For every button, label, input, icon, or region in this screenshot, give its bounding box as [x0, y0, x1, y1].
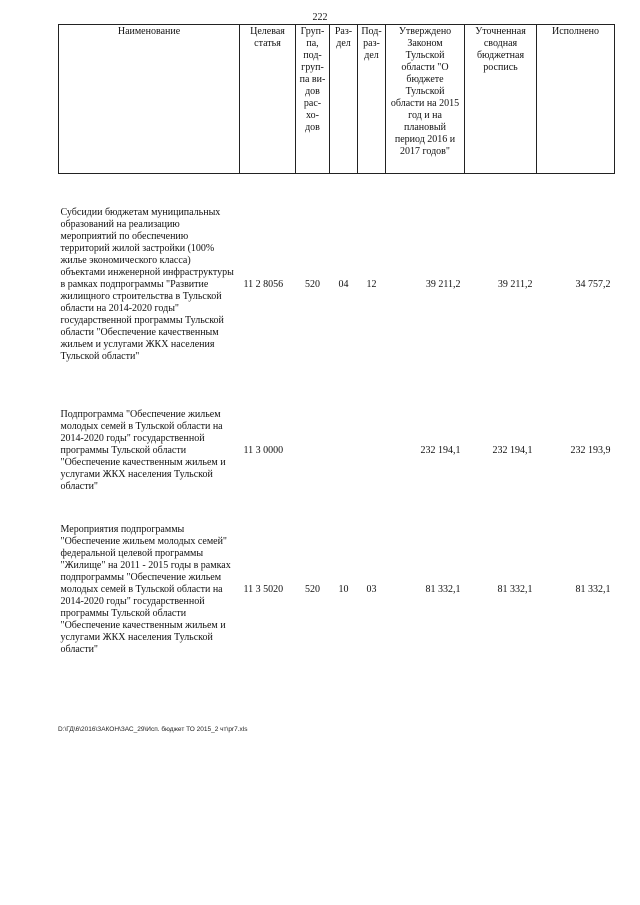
header-group: Груп- па, под- груп- па ви- дов рас- хо- дов: [296, 25, 330, 174]
budget-table: [58, 24, 615, 674]
row-section: 04: [338, 278, 349, 290]
row-section: 10: [338, 583, 349, 595]
row-target: 11 2 8056: [243, 278, 284, 290]
row-subsection: 03: [366, 583, 377, 595]
row-target: 11 3 0000: [243, 444, 284, 456]
row-approved: 39 211,2: [425, 278, 461, 290]
row-name: Подпрограмма "Обеспечение жильем молодых семей в Тульской области на 2014-2020 годы" государственной программы Тульской области "Обеспечение качественным жильем и услугами ЖКХ населения Тульской области": [60, 408, 226, 492]
row-section: [330, 396, 358, 506]
header-target: Целевая статья: [240, 25, 296, 174]
row-approved: 232 194,1: [420, 444, 461, 456]
row-group: 520: [305, 278, 320, 290]
table-row: [59, 174, 615, 396]
table-header-row: [59, 25, 615, 174]
header-name: Наименование: [59, 25, 240, 174]
row-refined: 39 211,2: [497, 278, 533, 290]
file-path-footer: D:\ГД\6\2016\ЗАКОН\ЗАС_29\Исп. бюджет ТО 2015_2 чт\pr7.xls: [58, 726, 248, 733]
row-refined: 232 194,1: [492, 444, 533, 456]
row-group: [296, 396, 330, 506]
header-refined: Уточненная сводная бюджетная роспись: [465, 25, 537, 174]
row-name: Субсидии бюджетам муниципальных образований на реализацию мероприятий по обеспечению территорий жилой застройки (100% жилье экономического класса) объектами инженерной инфраструктуры в рамках подпрограммы "Развитие жилищного строительства в Тульской области на 2014-2020 годы" государственной программы Тульской области "Обеспечение качественным жильем и услугами ЖКХ населения Тульской области": [60, 206, 234, 362]
row-refined: 81 332,1: [497, 583, 533, 595]
page-number: 222: [312, 12, 328, 23]
header-section: Раз- дел: [330, 25, 358, 174]
header-subsection: Под- раз- дел: [358, 25, 386, 174]
header-approved: Утверждено Законом Тульской области "О бюджете Тульской области на 2015 год и на плановый период 2016 и 2017 годов": [386, 25, 465, 174]
row-executed: 34 757,2: [575, 278, 611, 290]
header-executed: Исполнено: [537, 25, 615, 174]
row-target: 11 3 5020: [243, 583, 284, 595]
row-subsection: 12: [366, 278, 377, 290]
row-executed: 232 193,9: [570, 444, 611, 456]
row-subsection: [358, 396, 386, 506]
row-executed: 81 332,1: [575, 583, 611, 595]
table-row: [59, 506, 615, 674]
row-name: Мероприятия подпрограммы "Обеспечение жильем молодых семей" федеральной целевой программы "Жилище" на 2011 - 2015 годы в рамках подпрограммы "Обеспечение жильем молодых семей в Тульской области на 2014-2020 годы" государственной программы Тульской области "Обеспечение качественным жильем и услугами ЖКХ населения Тульской области": [60, 523, 231, 655]
table-row: [59, 396, 615, 506]
row-group: 520: [305, 583, 320, 595]
row-approved: 81 332,1: [425, 583, 461, 595]
